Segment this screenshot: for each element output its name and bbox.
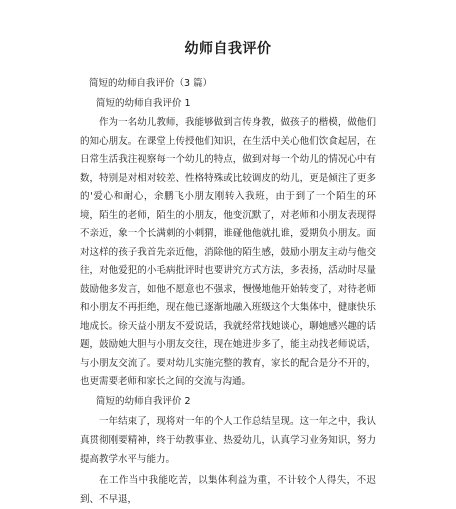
document-subtitle: 简短的幼师自我评价（3 篇） [89, 78, 213, 89]
section-1-paragraph-1: 作为一名幼儿教师，我能够做到言传身教，做孩子的楷模，做他们的知心朋友。在课堂上传授他们知识，在生活中关心他们饮食起居，在日常生活我注视察每一个幼儿的特点，做到对每一个幼儿的情况心中有数，特别是对相对较差、性格特殊或比较调皮的幼儿，更是倾注了更多的'爱心和耐心，余鹏飞小朋友刚转入我班，由于到了一个陌生的环境，陌生的老师，陌生的小朋友，他变沉默了，对老师和小朋友表现得不亲近，象一个长满刺的小刺猬，谁碰他他就扎谁，爱期负小朋友。面对这样的孩子我首先亲近他，消除他的陌生感，鼓励小朋友主动与他交往，对他爱犯的小毛病批评时也要讲究方式方法，多表扬，活动时尽量鼓励他多发言，如他不愿意也不强求，慢慢地他开始转变了，对待老师和小朋友不再拒绝，现在他已逐渐地融入班级这个大集体中，健康快乐地成长。徐天益小朋友不爱说话，我就经常找她谈心，聊她感兴趣的话题，鼓励她大胆与小朋友交往，现在她进步多了，能主动找老师说话，与小朋友交流了。要对幼儿实施完整的教育，家长的配合是分不开的，也更需要老师和家长之间的交流与沟通。 [80, 117, 376, 387]
section-2-paragraph-1: 一年结束了，现将对一年的个人工作总结呈现。这一年之中，我认真贯彻刚要精神，终于幼教事业、热爱幼儿，认真学习业务知识，努力提高教学水平与能力。 [80, 415, 376, 465]
section-heading-1: 简短的幼师自我评价 1 [96, 98, 191, 109]
section-heading-2: 简短的幼师自我评价 2 [96, 395, 191, 407]
document-title: 幼师自我评价 [184, 41, 272, 57]
section-2-paragraph-2: 在工作当中我能吃苦，以集体利益为重，不计较个人得失，不迟到、不早退， [80, 474, 376, 505]
